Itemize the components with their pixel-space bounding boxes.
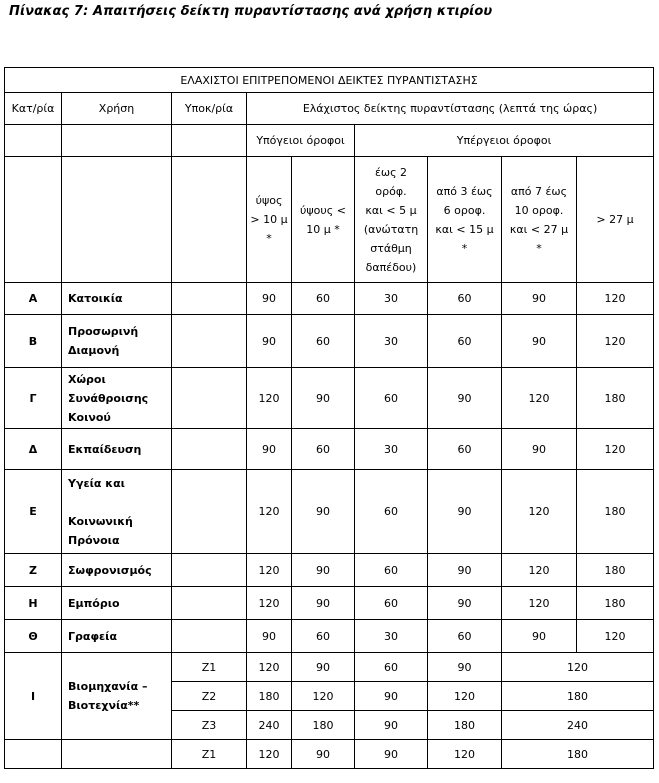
subcategory-cell [172, 587, 247, 620]
header-subcategory: Υποκ/ρία [172, 93, 247, 125]
value-cell: 90 [502, 283, 577, 315]
value-cell: 240 [502, 711, 654, 740]
value-cell: 60 [355, 554, 428, 587]
category-cell: Ι [5, 653, 62, 740]
header-category: Κατ/ρία [5, 93, 62, 125]
use-cell [62, 740, 172, 769]
use-cell: Εμπόριο [62, 587, 172, 620]
value-cell: 180 [428, 711, 502, 740]
value-cell: 120 [247, 740, 292, 769]
value-cell: 120 [502, 554, 577, 587]
table-row [5, 368, 654, 429]
value-cell: 30 [355, 429, 428, 470]
value-cell: 180 [577, 470, 654, 554]
value-cell: 90 [355, 711, 428, 740]
value-cell: 60 [355, 470, 428, 554]
empty-cell [62, 157, 172, 283]
table-row [5, 429, 654, 470]
value-cell: 60 [428, 620, 502, 653]
use-cell: Γραφεία [62, 620, 172, 653]
value-cell: 60 [292, 620, 355, 653]
value-cell: 90 [502, 315, 577, 368]
value-cell: 90 [247, 283, 292, 315]
value-cell: 90 [292, 740, 355, 769]
value-cell: 90 [355, 682, 428, 711]
subcategory-cell: Ζ2 [172, 682, 247, 711]
empty-cell [172, 125, 247, 157]
value-cell: 120 [577, 429, 654, 470]
value-cell: 120 [428, 682, 502, 711]
value-cell: 90 [428, 587, 502, 620]
value-cell: 180 [502, 682, 654, 711]
value-cell: 90 [502, 620, 577, 653]
category-cell: Γ [5, 368, 62, 429]
empty-cell [172, 157, 247, 283]
header-underground: Υπόγειοι όροφοι [247, 125, 355, 157]
header-above-27m: > 27 μ [577, 157, 654, 283]
value-cell: 30 [355, 283, 428, 315]
value-cell: 120 [502, 368, 577, 429]
header-above-2-floors: έως 2 ορόφ. και < 5 μ (ανώτατη στάθμη δαπέδου) [355, 157, 428, 283]
table-row [5, 283, 654, 315]
category-cell: Η [5, 587, 62, 620]
header-min-index: Ελάχιστος δείκτης πυραντίστασης (λεπτά της ώρας) [247, 93, 654, 125]
header-underground-high: ύψος > 10 μ * [247, 157, 292, 283]
value-cell: 180 [577, 368, 654, 429]
header-above-7-10-floors: από 7 έως 10 οροφ. και < 27 μ * [502, 157, 577, 283]
value-cell: 120 [247, 587, 292, 620]
value-cell: 60 [355, 653, 428, 682]
value-cell: 90 [292, 653, 355, 682]
value-cell: 120 [292, 682, 355, 711]
header-use: Χρήση [62, 93, 172, 125]
value-cell: 60 [292, 315, 355, 368]
header-underground-low: ύψους < 10 μ * [292, 157, 355, 283]
category-cell: Ζ [5, 554, 62, 587]
subcategory-cell: Ζ1 [172, 653, 247, 682]
value-cell: 120 [247, 554, 292, 587]
value-cell: 120 [247, 470, 292, 554]
subcategory-cell [172, 429, 247, 470]
value-cell: 90 [292, 368, 355, 429]
use-cell: Κατοικία [62, 283, 172, 315]
value-cell: 90 [428, 653, 502, 682]
value-cell: 120 [577, 283, 654, 315]
header-aboveground: Υπέργειοι όροφοι [355, 125, 654, 157]
table-row [5, 587, 654, 620]
value-cell: 60 [428, 315, 502, 368]
value-cell: 180 [577, 554, 654, 587]
category-cell: Α [5, 283, 62, 315]
value-cell: 60 [428, 283, 502, 315]
value-cell: 90 [428, 554, 502, 587]
value-cell: 180 [292, 711, 355, 740]
use-cell: Σωφρονισμός [62, 554, 172, 587]
category-cell: Ε [5, 470, 62, 554]
value-cell: 120 [577, 315, 654, 368]
value-cell: 180 [502, 740, 654, 769]
table-row [5, 554, 654, 587]
subcategory-cell [172, 620, 247, 653]
subcategory-cell: Ζ3 [172, 711, 247, 740]
empty-cell [5, 157, 62, 283]
subcategory-cell [172, 470, 247, 554]
value-cell: 30 [355, 620, 428, 653]
empty-cell [62, 125, 172, 157]
value-cell: 90 [292, 554, 355, 587]
value-cell: 90 [292, 470, 355, 554]
category-cell [5, 740, 62, 769]
value-cell: 120 [247, 653, 292, 682]
value-cell: 120 [502, 470, 577, 554]
value-cell: 120 [502, 653, 654, 682]
value-cell: 120 [577, 620, 654, 653]
table-row [5, 470, 654, 554]
table-row [5, 315, 654, 368]
use-cell: Προσωρινή Διαμονή [62, 315, 172, 368]
value-cell: 60 [292, 283, 355, 315]
use-cell: Εκπαίδευση [62, 429, 172, 470]
table-row [5, 740, 654, 769]
value-cell: 240 [247, 711, 292, 740]
value-cell: 90 [428, 368, 502, 429]
subcategory-cell: Ζ1 [172, 740, 247, 769]
value-cell: 60 [292, 429, 355, 470]
table-title: ΕΛΑΧΙΣΤΟΙ ΕΠΙΤΡΕΠΟΜΕΝΟΙ ΔΕΙΚΤΕΣ ΠΥΡΑΝΤΙΣΤΑΣΗΣ [5, 68, 654, 93]
value-cell: 90 [247, 620, 292, 653]
value-cell: 30 [355, 315, 428, 368]
value-cell: 90 [247, 315, 292, 368]
table-row [5, 620, 654, 653]
use-cell: Βιομηχανία – Βιοτεχνία** [62, 653, 172, 740]
value-cell: 60 [428, 429, 502, 470]
value-cell: 120 [502, 587, 577, 620]
use-cell: Χώροι Συνάθροισης Κοινού [62, 368, 172, 429]
header-above-3-6-floors: από 3 έως 6 οροφ. και < 15 μ * [428, 157, 502, 283]
subcategory-cell [172, 315, 247, 368]
subcategory-cell [172, 368, 247, 429]
value-cell: 180 [247, 682, 292, 711]
table-row [5, 653, 654, 682]
value-cell: 120 [428, 740, 502, 769]
table-caption: Πίνακας 7: Απαιτήσεις δείκτη πυραντίστασης ανά χρήση κτιρίου [9, 4, 493, 19]
subcategory-cell [172, 283, 247, 315]
category-cell: Β [5, 315, 62, 368]
empty-cell [5, 125, 62, 157]
fire-resistance-table [4, 67, 654, 769]
value-cell: 180 [577, 587, 654, 620]
value-cell: 60 [355, 587, 428, 620]
category-cell: Δ [5, 429, 62, 470]
value-cell: 60 [355, 368, 428, 429]
value-cell: 120 [247, 368, 292, 429]
value-cell: 90 [292, 587, 355, 620]
subcategory-cell [172, 554, 247, 587]
value-cell: 90 [247, 429, 292, 470]
use-cell: Υγεία και Κοινωνική Πρόνοια [62, 470, 172, 554]
value-cell: 90 [428, 470, 502, 554]
value-cell: 90 [502, 429, 577, 470]
value-cell: 90 [355, 740, 428, 769]
category-cell: Θ [5, 620, 62, 653]
